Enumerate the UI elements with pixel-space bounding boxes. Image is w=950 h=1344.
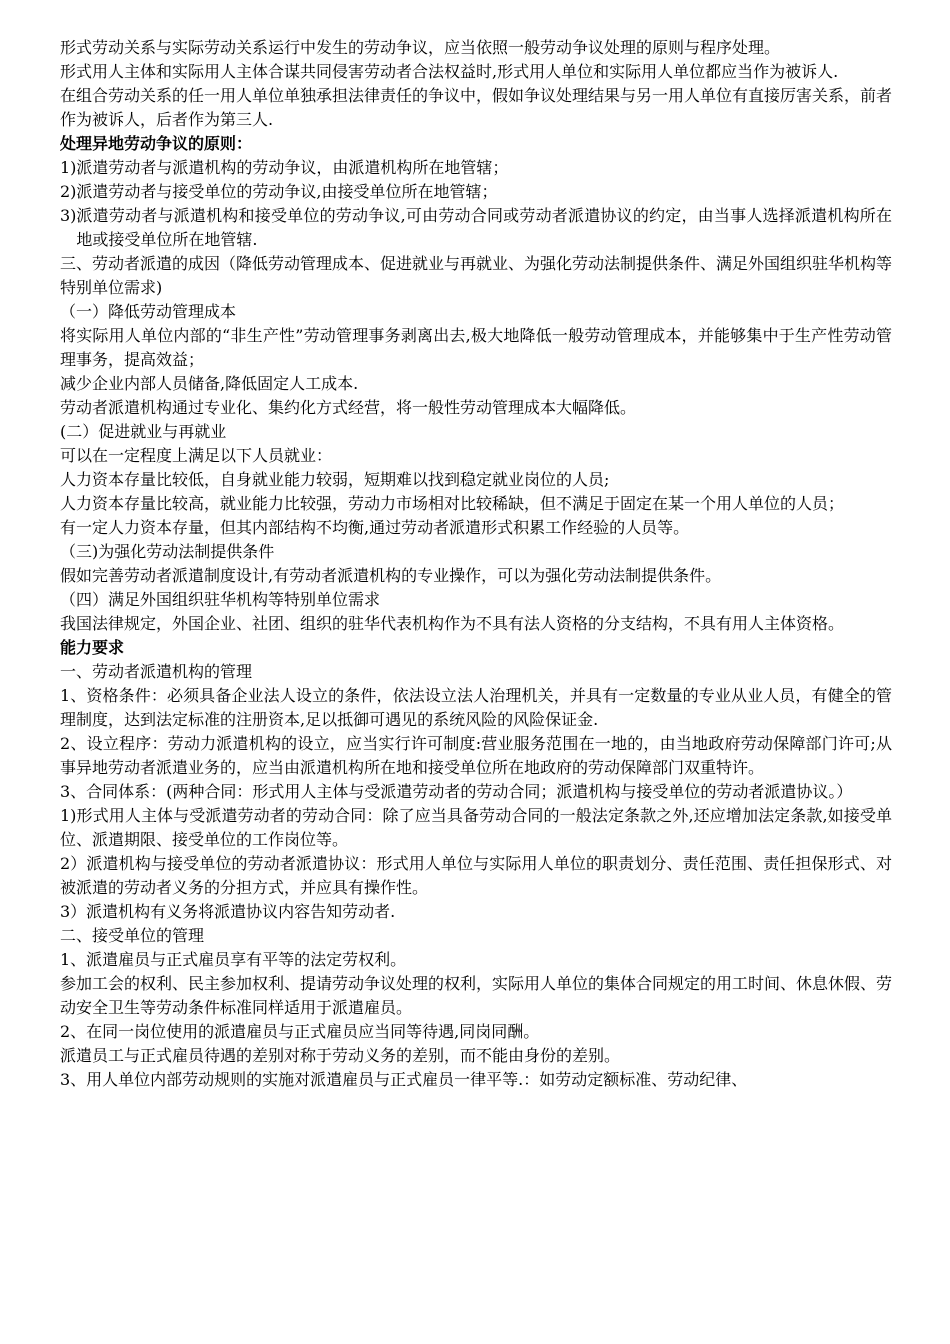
paragraph: 假如完善劳动者派遣制度设计,有劳动者派遣机构的专业操作，可以为强化劳动法制提供条件。 — [60, 566, 722, 585]
item-text: 派遣劳动者与派遣机构和接受单位的劳动争议,可由劳动合同或劳动者派遣协议的约定，由当事人选择派遣机构所在地或接受单位所在地管辖. — [76, 206, 892, 249]
item-number: 3) — [60, 206, 77, 225]
paragraph: 1、资格条件：必须具备企业法人设立的条件，依法设立法人治理机关，并具有一定数量的专业从业人员，有健全的管理制度，达到法定标准的注册资本,足以抵御可遇见的系统风险的风险保证金. — [60, 686, 892, 729]
paragraph: 人力资本存量比较低，自身就业能力较弱，短期难以找到稳定就业岗位的人员; — [60, 470, 610, 489]
item-text: 派遣劳动者与派遣机构的劳动争议，由派遣机构所在地管辖； — [76, 158, 509, 177]
paragraph: 有一定人力资本存量，但其内部结构不均衡,通过劳动者派遣形式积累工作经验的人员等。 — [60, 518, 690, 537]
document-body — [60, 36, 892, 1092]
item-number: 2) — [60, 182, 77, 201]
section-heading: 能力要求 — [60, 638, 125, 657]
paragraph: 二、接受单位的管理 — [60, 926, 205, 945]
item-number: 1) — [60, 158, 77, 177]
paragraph: 劳动者派遣机构通过专业化、集约化方式经营，将一般性劳动管理成本大幅降低。 — [60, 398, 637, 417]
paragraph: 参加工会的权利、民主参加权利、提请劳动争议处理的权利，实际用人单位的集体合同规定的用工时间、休息休假、劳动安全卫生等劳动条件标准同样适用于派遣雇员。 — [60, 974, 893, 1017]
numbered-item — [60, 204, 892, 252]
paragraph: 将实际用人单位内部的“非生产性”劳动管理事务剥离出去,极大地降低一般劳动管理成本，并能够集中于生产性劳动管理事务，提高效益； — [60, 326, 892, 369]
paragraph: 1)形式用人主体与受派遣劳动者的劳动合同：除了应当具备劳动合同的一般法定条款之外,还应增加法定条款,如接受单位、派遣期限、接受单位的工作岗位等。 — [60, 806, 892, 849]
paragraph: 我国法律规定，外国企业、社团、组织的驻华代表机构作为不具有法人资格的分支结构，不具有用人主体资格。 — [60, 614, 845, 633]
paragraph: 3、合同体系：(两种合同：形式用人主体与受派遣劳动者的劳动合同；派遣机构与接受单位的劳动者派遣协议。） — [60, 782, 853, 801]
paragraph: 3、用人单位内部劳动规则的实施对派遣雇员与正式雇员一律平等.：如劳动定额标准、劳动纪律、 — [60, 1070, 748, 1089]
paragraph: （四）满足外国组织驻华机构等特别单位需求 — [60, 590, 381, 609]
paragraph: 派遣员工与正式雇员待遇的差别对称于劳动义务的差别，而不能由身份的差别。 — [60, 1046, 621, 1065]
paragraph: 2、设立程序：劳动力派遣机构的设立，应当实行许可制度:营业服务范围在一地的，由当地政府劳动保障部门许可;从事异地劳动者派遣业务的，应当由派遣机构所在地和接受单位所在地政府的劳动保障部门双重特许。 — [60, 734, 892, 777]
paragraph: （三)为强化劳动法制提供条件 — [60, 542, 275, 561]
numbered-item — [60, 156, 892, 180]
paragraph: 2）派遣机构与接受单位的劳动者派遣协议：形式用人单位与实际用人单位的职责划分、责任范围、责任担保形式、对被派遣的劳动者义务的分担方式，并应具有操作性。 — [60, 854, 892, 897]
paragraph: 形式劳动关系与实际劳动关系运行中发生的劳动争议，应当依照一般劳动争议处理的原则与程序处理。 — [60, 38, 781, 57]
paragraph: 3）派遣机构有义务将派遣协议内容告知劳动者. — [60, 902, 396, 921]
paragraph: 在组合劳动关系的任一用人单位单独承担法律责任的争议中，假如争议处理结果与另一用人单位有直接厉害关系，前者作为被诉人，后者作为第三人. — [60, 86, 893, 129]
paragraph: 一、劳动者派遣机构的管理 — [60, 662, 253, 681]
paragraph: 1、派遣雇员与正式雇员享有平等的法定劳权利。 — [60, 950, 407, 969]
paragraph: 减少企业内部人员储备,降低固定人工成本. — [60, 374, 359, 393]
paragraph: （一）降低劳动管理成本 — [60, 302, 237, 321]
paragraph: 三、劳动者派遣的成因（降低劳动管理成本、促进就业与再就业、为强化劳动法制提供条件、满足外国组织驻华机构等特别单位需求) — [60, 254, 893, 297]
paragraph: 2、在同一岗位使用的派遣雇员与正式雇员应当同等待遇,同岗同酬。 — [60, 1022, 540, 1041]
paragraph: 人力资本存量比较高，就业能力比较强，劳动力市场相对比较稀缺，但不满足于固定在某一个用人单位的人员； — [60, 494, 845, 513]
item-text: 派遣劳动者与接受单位的劳动争议,由接受单位所在地管辖； — [76, 182, 498, 201]
paragraph: 形式用人主体和实际用人主体合谋共同侵害劳动者合法权益时,形式用人单位和实际用人单位都应当作为被诉人. — [60, 62, 839, 81]
paragraph: (二）促进就业与再就业 — [60, 422, 227, 441]
section-heading: 处理异地劳动争议的原则： — [60, 134, 253, 153]
numbered-item — [60, 180, 892, 204]
paragraph: 可以在一定程度上满足以下人员就业： — [60, 446, 333, 465]
